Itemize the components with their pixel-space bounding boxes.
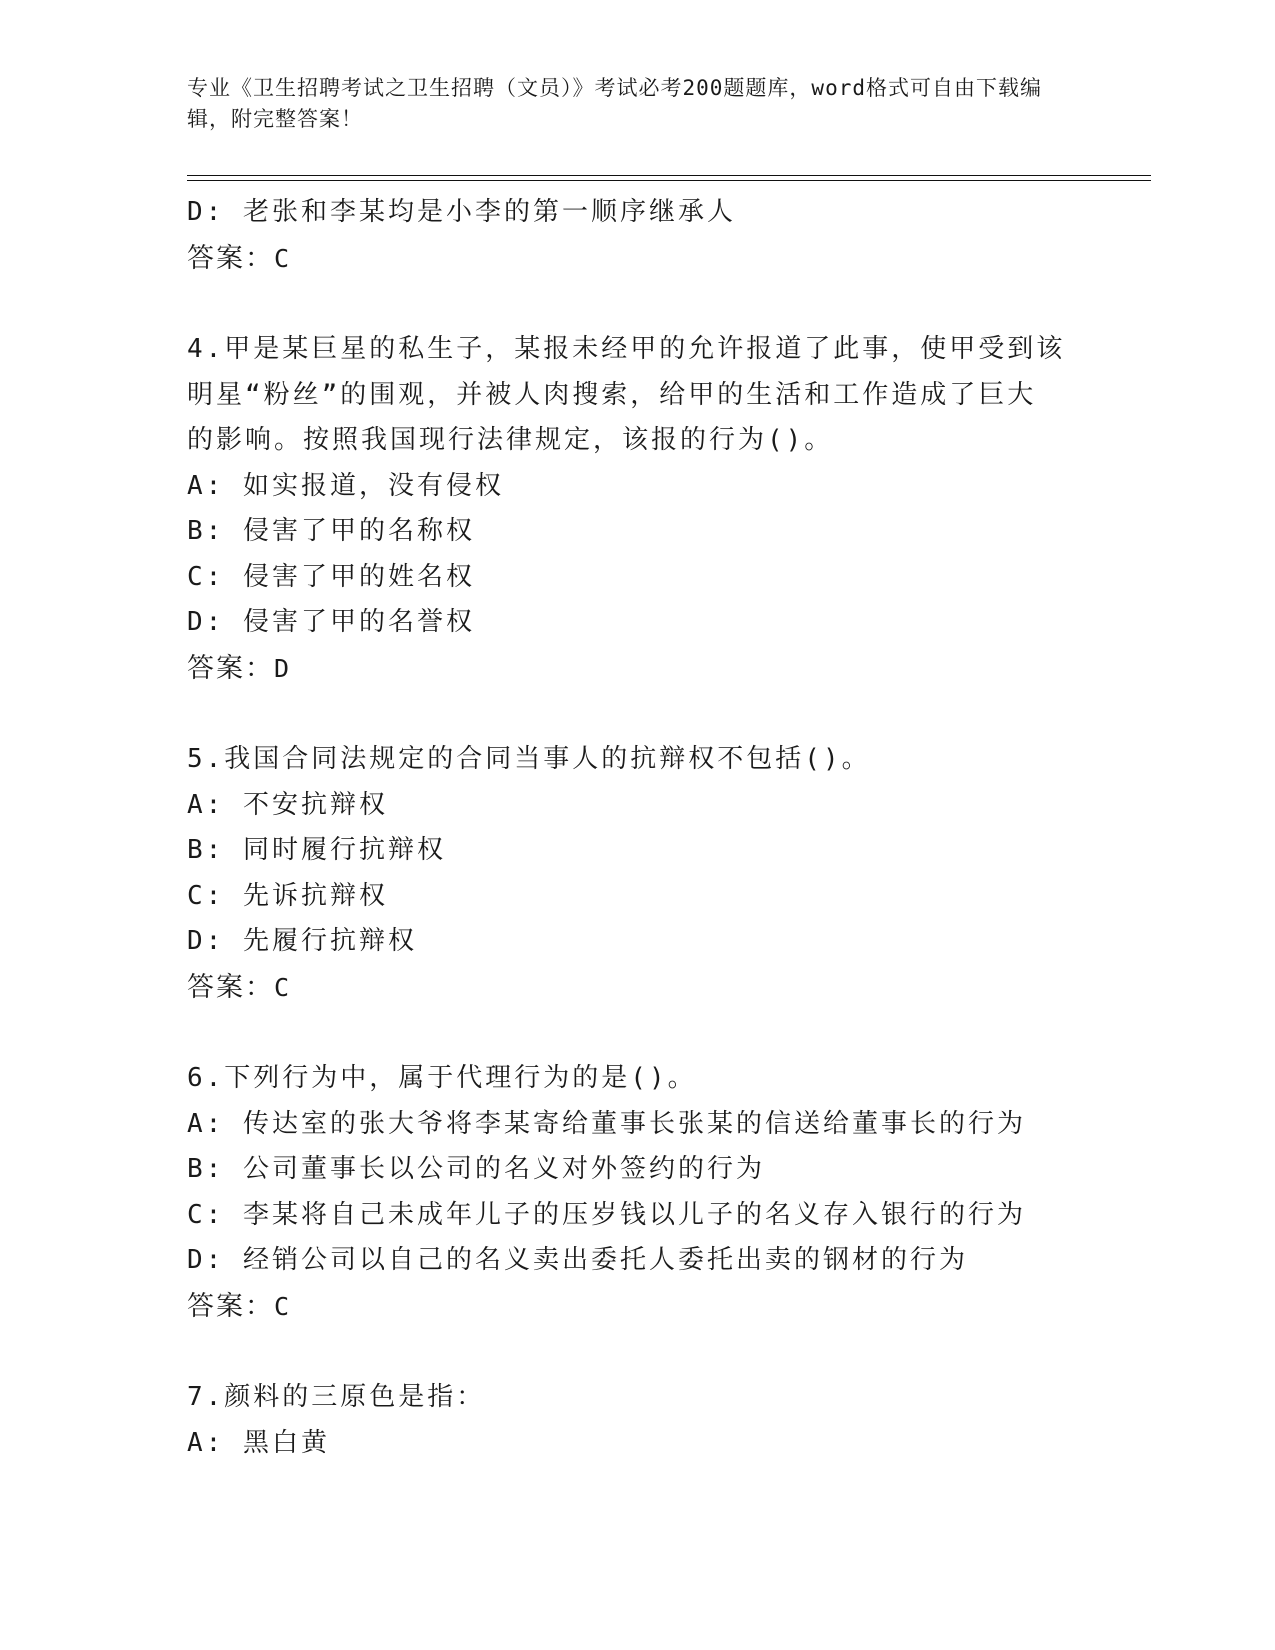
question-content	[187, 190, 1187, 1466]
question-stem-line: 的影响。按照我国现行法律规定，该报的行为()。	[187, 425, 834, 455]
answer-line	[187, 1284, 1187, 1330]
option-d: D: 经销公司以自己的名义卖出委托人委托出卖的钢材的行为	[187, 1245, 968, 1275]
answer-label: 答案：	[187, 242, 274, 274]
option-c: C: 先诉抗辩权	[187, 880, 388, 911]
option-a: A: 不安抗辩权	[187, 789, 388, 820]
question-stem-line: 4.甲是某巨星的私生子，某报未经甲的允许报道了此事，使甲受到该	[187, 334, 1066, 364]
option-b: B: 同时履行抗辩权	[187, 835, 446, 865]
question-stem-line: 明星“粉丝”的围观，并被人肉搜索，给甲的生活和工作造成了巨大	[187, 379, 1037, 410]
option-d: D: 侵害了甲的名誉权	[187, 607, 475, 637]
option-d: D: 先履行抗辩权	[187, 926, 417, 956]
answer-value: D	[274, 653, 292, 683]
option-c: C: 侵害了甲的姓名权	[187, 561, 475, 592]
answer-value: C	[274, 1291, 292, 1321]
answer-value: C	[274, 972, 292, 1002]
answer-line	[187, 646, 1187, 692]
answer-value: C	[274, 243, 292, 273]
option-a: A: 如实报道，没有侵权	[187, 470, 504, 501]
question-stem-line: 6.下列行为中，属于代理行为的是()。	[187, 1063, 697, 1093]
option-c: C: 李某将自己未成年儿子的压岁钱以儿子的名义存入银行的行为	[187, 1199, 1026, 1230]
question-stem-line: 7.颜料的三原色是指：	[187, 1382, 486, 1412]
answer-label: 答案：	[187, 971, 274, 1003]
option-b: B: 公司董事长以公司的名义对外签约的行为	[187, 1154, 765, 1184]
question-block-6	[187, 1056, 1187, 1329]
option-a: A: 黑白黄	[187, 1427, 330, 1458]
answer-line	[187, 236, 1187, 282]
header-divider-bottom	[187, 180, 1151, 181]
option-a: A: 传达室的张大爷将李某寄给董事长张某的信送给董事长的行为	[187, 1108, 1026, 1139]
option-b: B: 侵害了甲的名称权	[187, 516, 475, 546]
question-stem-line: 5.我国合同法规定的合同当事人的抗辩权不包括()。	[187, 744, 871, 774]
page-header-text: 专业《卫生招聘考试之卫生招聘（文员）》考试必考200题题库，word格式可自由下载编辑，附完整答案！	[187, 76, 1042, 131]
option-d: D: 老张和李某均是小李的第一顺序继承人	[187, 197, 736, 227]
answer-label: 答案：	[187, 652, 274, 684]
answer-label: 答案：	[187, 1290, 274, 1322]
answer-line	[187, 965, 1187, 1011]
header-divider-top	[187, 175, 1151, 176]
question-block-5	[187, 737, 1187, 1010]
question-block-4	[187, 327, 1187, 691]
question-block-7	[187, 1375, 1187, 1466]
